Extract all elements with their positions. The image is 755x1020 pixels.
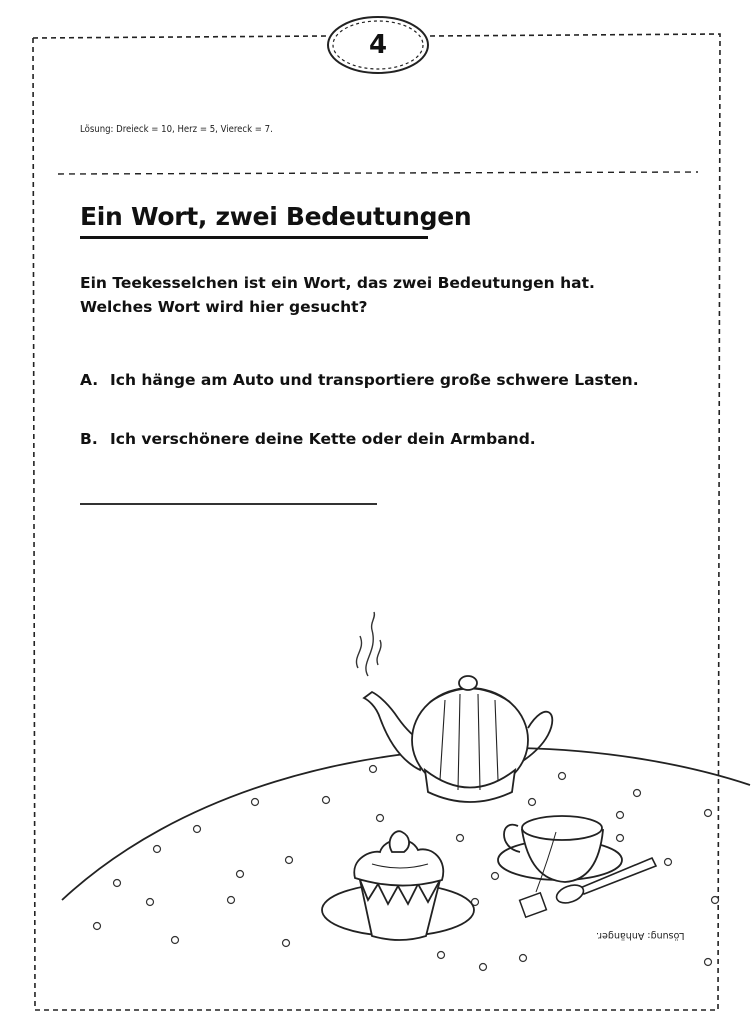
riddle-a [80, 371, 639, 389]
teapot-icon [364, 676, 552, 802]
riddle-b [80, 430, 536, 448]
intro-line-1: Ein Teekesselchen ist ein Wort, das zwei Bedeutungen hat. [80, 274, 595, 292]
solution-text-top: Lösung: Dreieck = 10, Herz = 5, Viereck = 7. [80, 124, 273, 135]
intro-text [80, 271, 595, 319]
title-underline [80, 236, 428, 239]
steam-icon [356, 612, 380, 676]
page-title: Ein Wort, zwei Bedeutungen [80, 202, 472, 231]
riddle-a-text: Ich hänge am Auto und transportiere große schwere Lasten. [110, 371, 639, 389]
intro-line-2: Welches Wort wird hier gesucht? [80, 298, 368, 316]
riddle-b-letter: B. [80, 430, 98, 448]
riddle-a-letter: A. [80, 371, 99, 389]
page-number: 4 [368, 30, 388, 60]
teacup-icon [498, 816, 622, 882]
riddle-b-text: Ich verschönere deine Kette oder dein Armband. [110, 430, 536, 448]
answer-line[interactable] [80, 503, 377, 505]
solution-text-bottom: Lösung: Anhänger. [596, 930, 685, 941]
cupcake-icon [322, 831, 474, 940]
